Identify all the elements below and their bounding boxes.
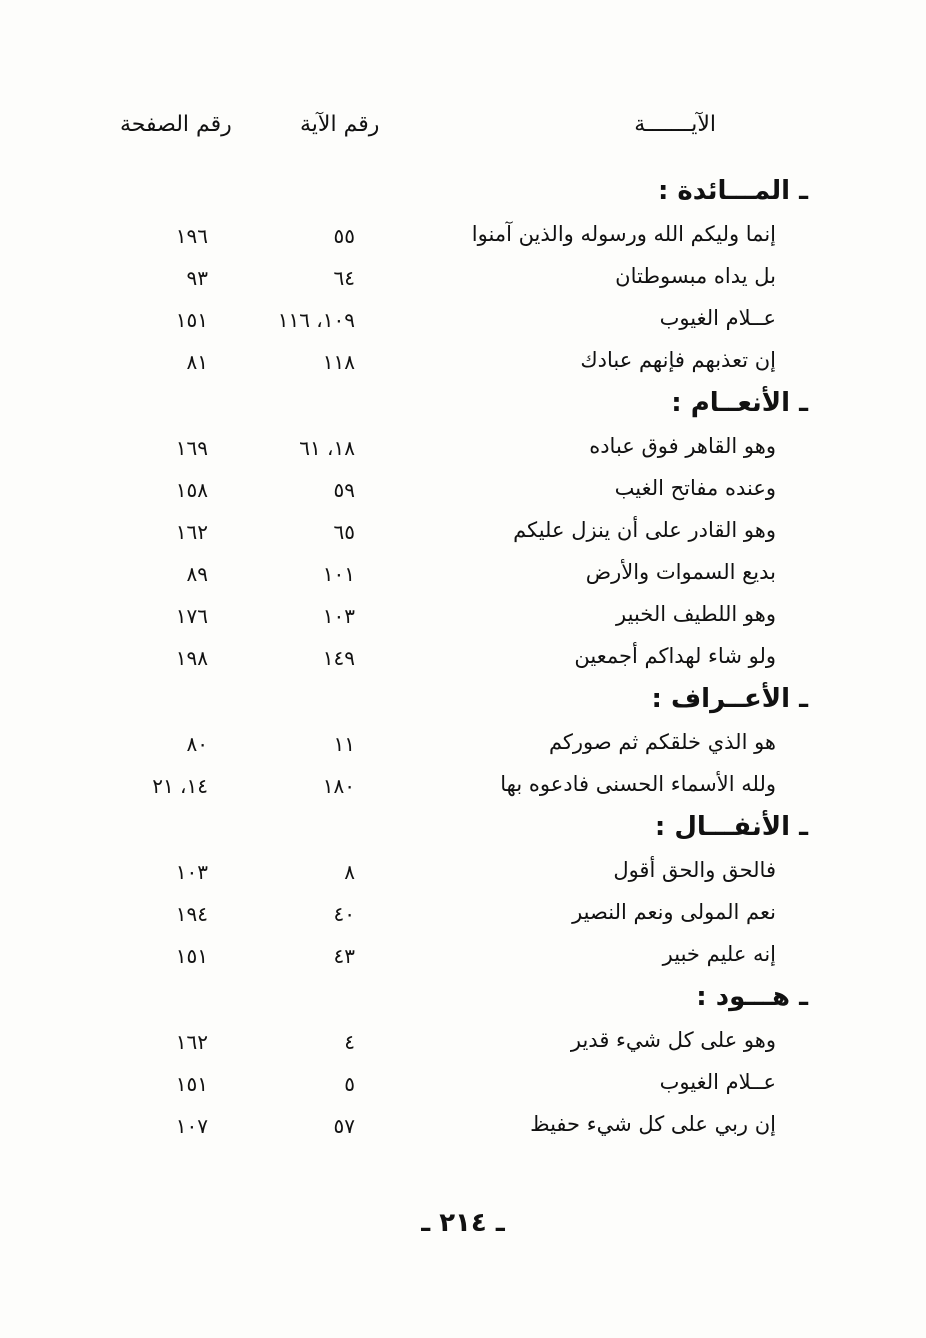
page-number: ١٩٦ <box>175 224 208 248</box>
table-header <box>0 112 926 152</box>
verse-number: ١٠١ <box>322 562 355 586</box>
table-row <box>0 512 926 554</box>
ayah-text: وهو اللطيف الخبير <box>616 602 776 626</box>
table-row <box>0 300 926 342</box>
ayah-text: إنما وليكم الله ورسوله والذين آمنوا <box>471 222 776 246</box>
verse-number: ٥٩ <box>333 478 355 502</box>
ayah-text: وهو القادر على أن ينزل عليكم <box>513 518 776 542</box>
table-row <box>0 342 926 384</box>
verse-number: ١٠٣ <box>322 604 355 628</box>
table-row <box>0 258 926 300</box>
verse-number: ٨ <box>344 860 355 884</box>
table-row <box>0 894 926 936</box>
ayah-text: وهو على كل شيء قدير <box>570 1028 776 1052</box>
section-title-hud <box>0 978 926 1022</box>
verse-number: ١٨٠ <box>322 774 355 798</box>
page-number: ١٠٣ <box>175 860 208 884</box>
table-row <box>0 216 926 258</box>
table-row <box>0 936 926 978</box>
page-number: ٨٠ <box>186 732 208 756</box>
verse-number: ٤ <box>344 1030 355 1054</box>
verse-number-column-header: رقم الآية <box>300 112 380 137</box>
page-number: ١٥١ <box>175 1072 208 1096</box>
ayah-text: عــلام الغيوب <box>659 1070 776 1094</box>
ayah-text: إنه عليم خبير <box>662 942 776 966</box>
ayah-text: بديع السموات والأرض <box>585 560 776 584</box>
ayah-text: إن تعذبهم فإنهم عبادك <box>580 348 776 372</box>
page-footer-number: ـ ٢١٤ ـ <box>421 1208 505 1238</box>
verse-number: ١١ <box>333 732 355 756</box>
ayah-text: وعنده مفاتح الغيب <box>614 476 776 500</box>
ayah-text: نعم المولى ونعم النصير <box>572 900 776 924</box>
verse-number: ٥٧ <box>333 1114 355 1138</box>
verse-number: ٦٥ <box>333 520 355 544</box>
section-title-anfal <box>0 808 926 852</box>
page-number: ١٥٨ <box>175 478 208 502</box>
section-title-araf <box>0 680 926 724</box>
verse-number: ١٤٩ <box>322 646 355 670</box>
surah-name: ـ هـــود : <box>696 982 808 1012</box>
section-title-maida <box>0 172 926 216</box>
page-number: ١٠٧ <box>175 1114 208 1138</box>
page-number: ٩٣ <box>186 266 208 290</box>
page-number: ١٦٢ <box>175 520 208 544</box>
ayah-column-header: الآيـــــــة <box>634 112 716 137</box>
index-sections <box>0 172 926 1148</box>
page-number: ١٦٢ <box>175 1030 208 1054</box>
table-row <box>0 724 926 766</box>
page-number: ١٧٦ <box>175 604 208 628</box>
table-row <box>0 1064 926 1106</box>
surah-name: ـ الأنعــام : <box>671 388 808 418</box>
table-row <box>0 596 926 638</box>
verse-number: ١٨، ٦١ <box>299 436 355 460</box>
table-row <box>0 638 926 680</box>
ayah-text: هو الذي خلقكم ثم صوركم <box>548 730 776 754</box>
section-title-anam <box>0 384 926 428</box>
page-number: ١٥١ <box>175 308 208 332</box>
verse-number: ٤٠ <box>333 902 355 926</box>
page-number: ١٩٨ <box>175 646 208 670</box>
verse-number: ٤٣ <box>333 944 355 968</box>
verse-number: ٥ <box>344 1072 355 1096</box>
table-row <box>0 428 926 470</box>
table-row <box>0 766 926 808</box>
ayah-text: عــلام الغيوب <box>659 306 776 330</box>
ayah-text: ولله الأسماء الحسنى فادعوه بها <box>500 772 776 796</box>
ayah-text: إن ربي على كل شيء حفيظ <box>530 1112 776 1136</box>
page-number: ١٩٤ <box>175 902 208 926</box>
table-row <box>0 1106 926 1148</box>
surah-name: ـ الأنفـــال : <box>654 812 808 842</box>
verse-number: ٦٤ <box>333 266 355 290</box>
ayah-text: بل يداه مبسوطتان <box>615 264 776 288</box>
table-row <box>0 554 926 596</box>
table-row <box>0 470 926 512</box>
page-number: ٨١ <box>186 350 208 374</box>
page-number: ١٤، ٢١ <box>152 774 208 798</box>
page-number-column-header: رقم الصفحة <box>120 112 232 137</box>
page-number: ٨٩ <box>186 562 208 586</box>
surah-name: ـ المـــائدة : <box>657 176 808 206</box>
verse-number: ١١٨ <box>322 350 355 374</box>
page-number: ١٥١ <box>175 944 208 968</box>
table-row <box>0 852 926 894</box>
page-number: ١٦٩ <box>175 436 208 460</box>
verse-number: ٥٥ <box>333 224 355 248</box>
table-row <box>0 1022 926 1064</box>
ayah-text: ولو شاء لهداكم أجمعين <box>574 644 776 668</box>
ayah-text: فالحق والحق أقول <box>613 858 776 882</box>
verse-number: ١٠٩، ١١٦ <box>277 308 355 332</box>
ayah-text: وهو القاهر فوق عباده <box>589 434 776 458</box>
surah-name: ـ الأعــراف : <box>651 684 808 714</box>
